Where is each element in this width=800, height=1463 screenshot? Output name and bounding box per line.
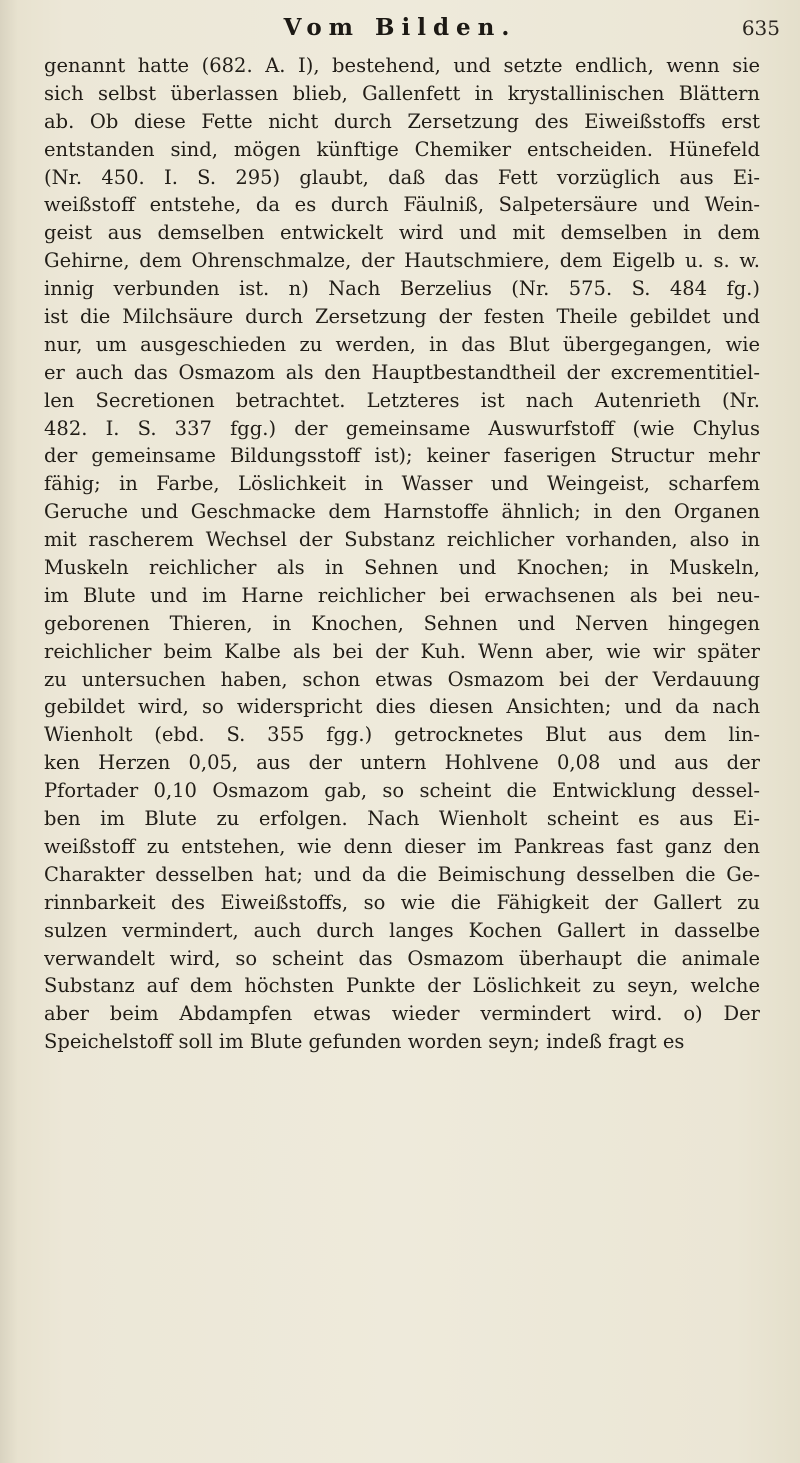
- text-line: innig verbunden ist. n) Nach Berzelius (Nr. 575. S. 484 fg.): [44, 277, 760, 301]
- body-text: [44, 52, 760, 1056]
- text-line: er auch das Osmazom als den Hauptbestandtheil der excrementitiel-: [44, 360, 760, 384]
- running-title: Vom Bilden.: [283, 14, 517, 41]
- text-line: rinnbarkeit des Eiweißstoffs, so wie die Fähigkeit der Gallert zu: [44, 890, 760, 914]
- text-line: Muskeln reichlicher als in Sehnen und Knochen; in Muskeln,: [44, 556, 760, 580]
- text-line: Speichelstoff soll im Blute gefunden worden seyn; indeß fragt es: [44, 1030, 685, 1054]
- text-line: sulzen vermindert, auch durch langes Kochen Gallert in dasselbe: [44, 918, 760, 942]
- text-line: genannt hatte (682. A. I), bestehend, und setzte endlich, wenn sie: [44, 54, 760, 77]
- text-line: ben im Blute zu erfolgen. Nach Wienholt scheint es aus Ei-: [44, 807, 760, 831]
- text-line: ab. Ob diese Fette nicht durch Zersetzung des Eiweißstoffs erst: [44, 109, 760, 133]
- text-line: (Nr. 450. I. S. 295) glaubt, daß das Fett vorzüglich aus Ei-: [44, 165, 760, 189]
- text-line: len Secretionen betrachtet. Letzteres ist nach Autenrieth (Nr.: [44, 388, 760, 412]
- text-line: der gemeinsame Bildungsstoff ist); keiner faserigen Structur mehr: [44, 444, 760, 468]
- text-line: Charakter desselben hat; und da die Beimischung desselben die Ge-: [44, 862, 760, 886]
- text-line: gebildet wird, so widerspricht dies diesen Ansichten; und da nach: [44, 695, 760, 719]
- text-line: Gehirne, dem Ohrenschmalze, der Hautschmiere, dem Eigelb u. s. w.: [44, 249, 760, 273]
- page-number: 635: [741, 16, 780, 40]
- text-line: im Blute und im Harne reichlicher bei erwachsenen als bei neu-: [44, 583, 760, 607]
- page-header: [0, 6, 800, 46]
- text-line: fähig; in Farbe, Löslichkeit in Wasser und Weingeist, scharfem: [44, 472, 760, 496]
- text-line: sich selbst überlassen blieb, Gallenfett in krystallinischen Blättern: [44, 81, 760, 105]
- text-line: weißstoff entstehe, da es durch Fäulniß, Salpetersäure und Wein-: [44, 193, 760, 217]
- page-shadow: [0, 0, 18, 1463]
- text-line: mit rascherem Wechsel der Substanz reichlicher vorhanden, also in: [44, 528, 760, 552]
- text-line: 482. I. S. 337 fgg.) der gemeinsame Auswurfstoff (wie Chylus: [44, 416, 760, 440]
- text-line: Wienholt (ebd. S. 355 fgg.) getrocknetes Blut aus dem lin-: [44, 723, 760, 747]
- text-line: Pfortader 0,10 Osmazom gab, so scheint die Entwicklung dessel-: [44, 779, 760, 803]
- text-line: Substanz auf dem höchsten Punkte der Löslichkeit zu seyn, welche: [44, 974, 760, 998]
- text-line: reichlicher beim Kalbe als bei der Kuh. Wenn aber, wie wir später: [44, 639, 760, 663]
- text-line: geist aus demselben entwickelt wird und mit demselben in dem: [44, 221, 760, 245]
- text-line: verwandelt wird, so scheint das Osmazom überhaupt die animale: [44, 946, 760, 970]
- text-line: ken Herzen 0,05, aus der untern Hohlvene 0,08 und aus der: [44, 751, 760, 775]
- text-line: zu untersuchen haben, schon etwas Osmazom bei der Verdauung: [44, 667, 760, 691]
- text-line: geborenen Thieren, in Knochen, Sehnen und Nerven hingegen: [44, 611, 760, 635]
- text-line: aber beim Abdampfen etwas wieder vermindert wird. o) Der: [44, 1002, 760, 1026]
- text-line: ist die Milchsäure durch Zersetzung der festen Theile gebildet und: [44, 305, 760, 329]
- text-line: entstanden sind, mögen künftige Chemiker entscheiden. Hünefeld: [44, 137, 760, 161]
- text-line: nur, um ausgeschieden zu werden, in das Blut übergegangen, wie: [44, 332, 760, 356]
- text-line: weißstoff zu entstehen, wie denn dieser im Pankreas fast ganz den: [44, 834, 760, 858]
- text-line: Geruche und Geschmacke dem Harnstoffe ähnlich; in den Organen: [44, 500, 760, 524]
